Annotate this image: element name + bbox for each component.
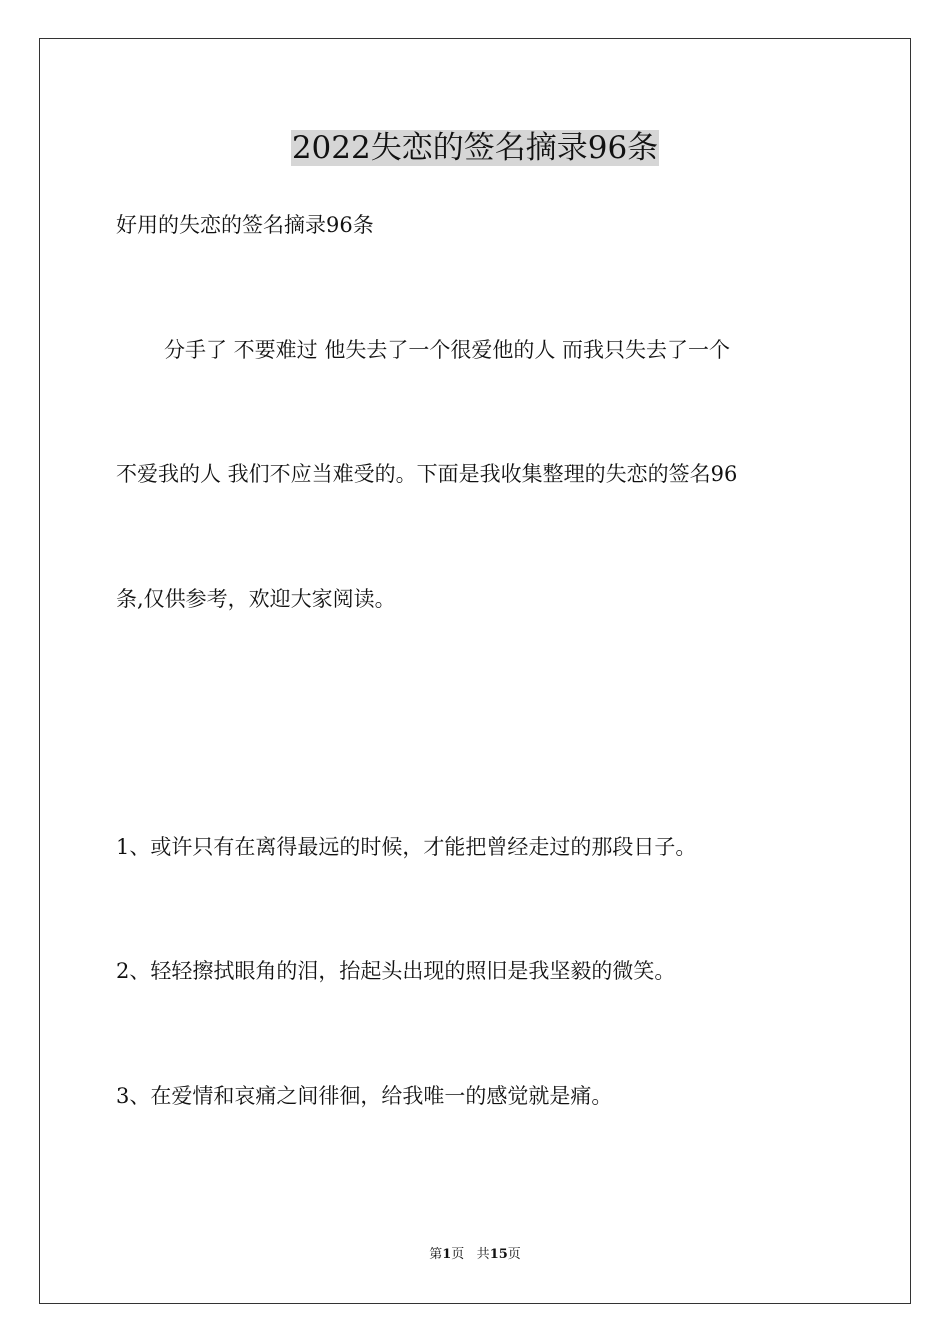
footer-total-suffix: 页 (507, 1247, 521, 1262)
document-subtitle: 好用的失恋的签名摘录96条 (116, 213, 374, 237)
footer-page-number: 1 (442, 1247, 452, 1262)
intro-line-1: 分手了 不要难过 他失去了一个很爱他的人 而我只失去了一个 (164, 338, 731, 362)
footer-page-prefix: 第 (429, 1247, 443, 1262)
list-item-2: 2、轻轻擦拭眼角的泪，抬起头出现的照旧是我坚毅的微笑。 (116, 959, 676, 983)
footer-total-prefix: 共 (476, 1247, 490, 1262)
footer-total-pages: 15 (489, 1247, 508, 1262)
document-title-text: 2022失恋的签名摘录96条 (291, 130, 659, 166)
document-title (0, 128, 950, 168)
footer-page-suffix: 页 (451, 1247, 465, 1262)
intro-line-2: 不爱我的人 我们不应当难受的。下面是我收集整理的失恋的签名96 (116, 462, 738, 486)
list-item-1: 1、或许只有在离得最远的时候，才能把曾经走过的那段日子。 (116, 835, 697, 859)
list-item-3: 3、在爱情和哀痛之间徘徊，给我唯一的感觉就是痛。 (116, 1084, 613, 1108)
intro-line-3: 条,仅供参考，欢迎大家阅读。 (116, 587, 396, 611)
page-footer (0, 1246, 950, 1264)
